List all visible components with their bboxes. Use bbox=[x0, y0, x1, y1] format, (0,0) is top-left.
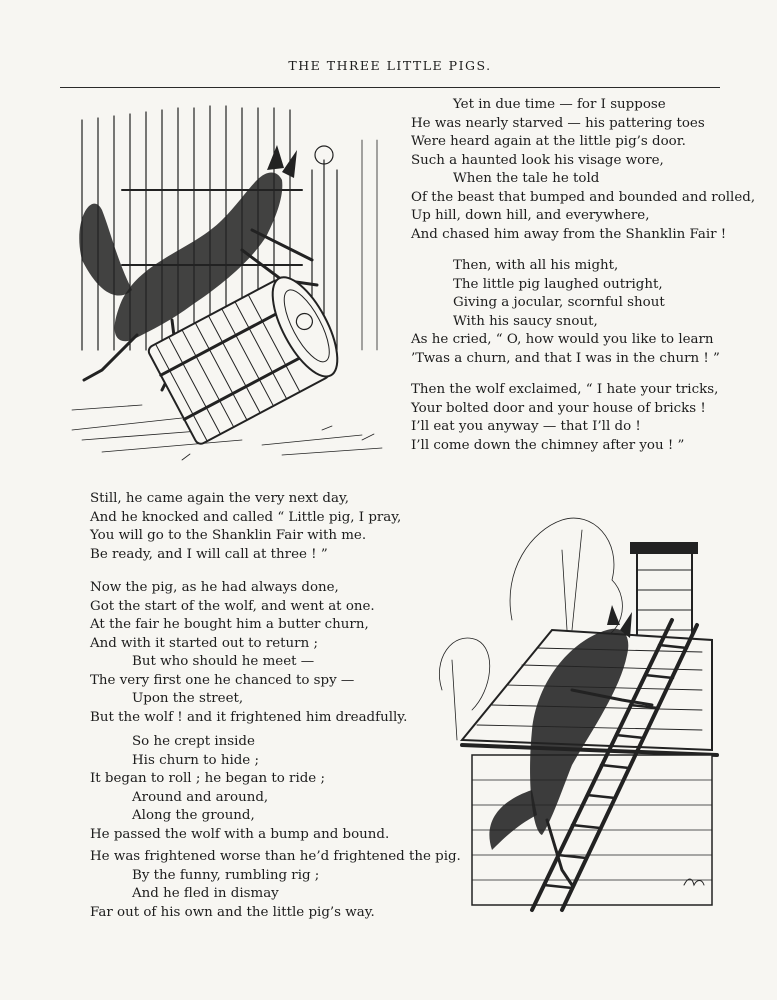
poem-line: And with it started out to return ; bbox=[90, 635, 318, 651]
poem-line: But the wolf ! and it frightened him dreadfully. bbox=[90, 709, 408, 725]
illustration-wolf-and-churn bbox=[62, 100, 396, 472]
poem-line: Be ready, and I will call at three ! ” bbox=[90, 546, 328, 562]
poem-line: Then, with all his might, bbox=[453, 258, 619, 273]
poem-line: Still, he came again the very next day, bbox=[90, 491, 350, 506]
poem-line: Of the beast that bumped and bounded and rolled, bbox=[411, 189, 756, 205]
poem-line: Got the start of the wolf, and went at one. bbox=[90, 598, 375, 614]
poem-line: His churn to hide ; bbox=[132, 752, 259, 768]
poem-line: Such a haunted look his visage wore, bbox=[411, 152, 664, 168]
stanza-2 bbox=[411, 257, 720, 368]
poem-line: As he cried, “ O, how would you like to learn bbox=[411, 332, 714, 347]
poem-line: But who should he meet — bbox=[132, 654, 315, 669]
poem-line: You will go to the Shanklin Fair with me. bbox=[90, 528, 367, 543]
poem-line: So he crept inside bbox=[132, 734, 255, 749]
poem-line: And he fled in dismay bbox=[132, 886, 279, 901]
poem-line: Around and around, bbox=[132, 789, 269, 805]
poem-line: He was frightened worse than he’d frightened the pig. bbox=[90, 849, 461, 864]
poem-line: The very first one he chanced to spy — bbox=[90, 672, 355, 688]
illustration-wolf-on-ladder bbox=[422, 490, 722, 915]
poem-line: I’ll come down the chimney after you ! ” bbox=[411, 437, 685, 453]
poem-line: The little pig laughed outright, bbox=[453, 276, 663, 292]
poem-line: By the funny, rumbling rig ; bbox=[132, 867, 320, 883]
stanza-5 bbox=[90, 579, 407, 727]
stanza-3 bbox=[411, 381, 718, 455]
stanza-4 bbox=[90, 490, 401, 564]
header-rule bbox=[60, 87, 720, 88]
poem-line: Then the wolf exclaimed, “ I hate your tricks, bbox=[411, 382, 719, 397]
page-header-title: THE THREE LITTLE PIGS. bbox=[288, 58, 492, 73]
poem-line: And he knocked and called “ Little pig, I pray, bbox=[90, 509, 402, 525]
poem-line: Giving a jocular, scornful shout bbox=[453, 295, 665, 310]
poem-line: Yet in due time — for I suppose bbox=[453, 97, 666, 112]
poem-line: And chased him away from the Shanklin Fair ! bbox=[411, 226, 727, 242]
poem-line: It began to roll ; he began to ride ; bbox=[90, 771, 325, 786]
poem-line: Your bolted door and your house of bricks ! bbox=[411, 400, 706, 416]
poem-line: Far out of his own and the little pig’s way. bbox=[90, 904, 375, 920]
poem-line: Now the pig, as he had always done, bbox=[90, 580, 339, 595]
poem-line: He was nearly starved — his pattering toes bbox=[411, 115, 705, 131]
stanza-1 bbox=[411, 96, 755, 244]
poem-line: Were heard again at the little pig’s door. bbox=[411, 134, 686, 149]
poem-line: ’Twas a churn, and that I was in the churn ! ” bbox=[411, 350, 720, 366]
poem-line: I’ll eat you anyway — that I’ll do ! bbox=[411, 419, 641, 434]
poem-line: Along the ground, bbox=[132, 808, 255, 823]
poem-line: Up hill, down hill, and everywhere, bbox=[411, 208, 650, 223]
poem-line: Upon the street, bbox=[132, 691, 244, 706]
stanza-7 bbox=[90, 848, 461, 922]
poem-line: At the fair he bought him a butter churn, bbox=[90, 617, 369, 632]
poem-line: When the tale he told bbox=[453, 171, 600, 186]
poem-line: With his saucy snout, bbox=[453, 313, 598, 329]
stanza-6 bbox=[90, 733, 389, 844]
poem-line: He passed the wolf with a bump and bound. bbox=[90, 826, 390, 842]
